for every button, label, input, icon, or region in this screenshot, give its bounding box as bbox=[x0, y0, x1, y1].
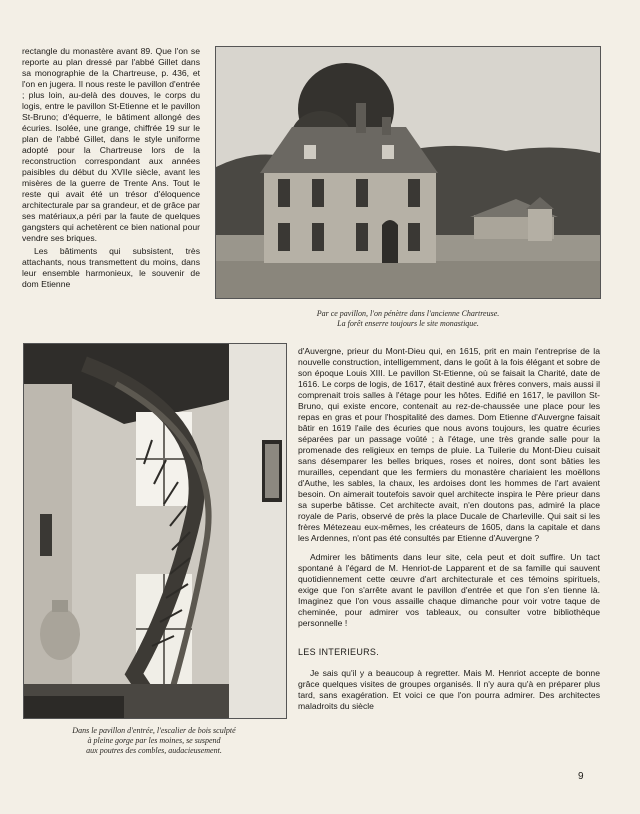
left-text-column bbox=[22, 46, 200, 290]
caption-line: Dans le pavillon d'entrée, l'escalier de bois sculpté bbox=[72, 726, 236, 735]
caption-line: aux poutres des combles, audacieusement. bbox=[86, 746, 222, 755]
paragraph: d'Auvergne, prieur du Mont-Dieu qui, en 1615, prit en main l'entreprise de la nouvelle construction, intelligemment, dans le goût à la fois élégant et sobre de son époque Louis XIII. Le pavillon St-Etienne, où se faisait la Charité, date de 1616. Le corps de logis, de 1617, était destiné aux frères convers, mais aussi il comprenait trois salles à l'étage pour les hôtes. Edifié en 1617, le pavillon St-Bruno, qui existe encore, contenait au rez-de-chaussée une place pour les repas en gras et pour l'hospitalité des dames. Dom Etienne d'Auvergne faisait bâtir en 1619 l'aile des écuries que nous avons toujours, les quatre écuries séparées par un passage voûté ; à l'étage, une très grande salle pour la promenade des religieux en temps de pluie. La Tuilerie du Mont-Dieu cuisait sans désemparer les belles briques, roses et noires, dont sont bâties les murailles, cependant que les fermiers du monastère chariaient les moëllons d'Authe, les sables, la chaux, les ardoises dont les hommes de l'art avaient besoin. On aimerait toutefois savoir quel architecte inspira le Père prieur dans sa superbe bâtisse. Cet architecte avait, n'en doutons pas, admiré la place royale de Paris, observé de près la place Ducale de Charleville. Qui sait si les frères Métezeau eux-mêmes, les créateurs de 1605, dans la capitale et dans les Ardennes, n'ont pas été consultés par Etienne d'Auvergne ? bbox=[298, 346, 600, 543]
pavilion-photo-caption bbox=[218, 309, 598, 329]
staircase-photo bbox=[23, 343, 287, 719]
paragraph: rectangle du monastère avant 89. Que l'on se reporte au plan dressé par l'abbé Gillet dans sa monographie de la Chartreuse, p. 436, et l'on en jugera. Il nous reste le pavillon d'entrée ; plus loin, au-delà des douves, le corps du logis, entre le pavillon St-Etienne et le pavillon St-Bruno; d'équerre, le bâtiment allongé des écuries. Isolée, une grange, chiffrée 19 sur le plan de l'abbé Gillet, dans le style uniforme adopté pour la Chartreuse lors de la reconstruction correspondant aux années paisibles du début du XVIIe siècle, avant les misères de la guerre de Trente Ans. Tout le reste qui avait été un trésor d'éloquence architecturale par sa grandeur, et de grâce par ses matériaux,a péri par la faute de quelques gangsters qui achetèrent ce bien national pour vendre ses briques. bbox=[22, 46, 200, 243]
pavilion-photo bbox=[215, 46, 601, 299]
paragraph: Je sais qu'il y a beaucoup à regretter. Mais M. Henriot accepte de bonne grâce quelques visites de groupes organisés. Il n'y aura qu'à en préparer plus tard, sans exagération. Et voici ce que l'on pourra admirer. Des architectes maladroits du siècle bbox=[298, 668, 600, 711]
right-text-column bbox=[298, 346, 600, 712]
paragraph: Admirer les bâtiments dans leur site, cela peut et doit suffire. Un tact spontané à l'égard de M. Henriot-de Lapparent et de sa famille qui sauvent quotidiennement cette œuvre d'art architecturale et ces témoins spirituels, exige que l'on s'arrête avant le pavillon d'entrée et que l'on s'en tienne là. Imaginez que l'on vous assaille chaque dimanche pour voir votre taque de cheminée, pour admirer vos tableaux, ou consulter votre bibliothèque personnelle ! bbox=[298, 552, 600, 628]
pavilion-illustration bbox=[216, 47, 600, 298]
caption-line: La forêt enserre toujours le site monastique. bbox=[337, 319, 479, 328]
staircase-photo-caption bbox=[20, 726, 288, 756]
paragraph: Les bâtiments qui subsistent, très attachants, nous transmettent du moins, dans leur ensemble harmonieux, le souvenir de dom Etienne bbox=[22, 246, 200, 289]
section-heading: LES INTERIEURS. bbox=[298, 647, 380, 657]
caption-line: à pleine gorge par les moines, se suspend bbox=[87, 736, 221, 745]
caption-line: Par ce pavillon, l'on pénètre dans l'ancienne Chartreuse. bbox=[316, 309, 500, 318]
staircase-illustration bbox=[24, 344, 286, 718]
page-number: 9 bbox=[578, 771, 584, 782]
